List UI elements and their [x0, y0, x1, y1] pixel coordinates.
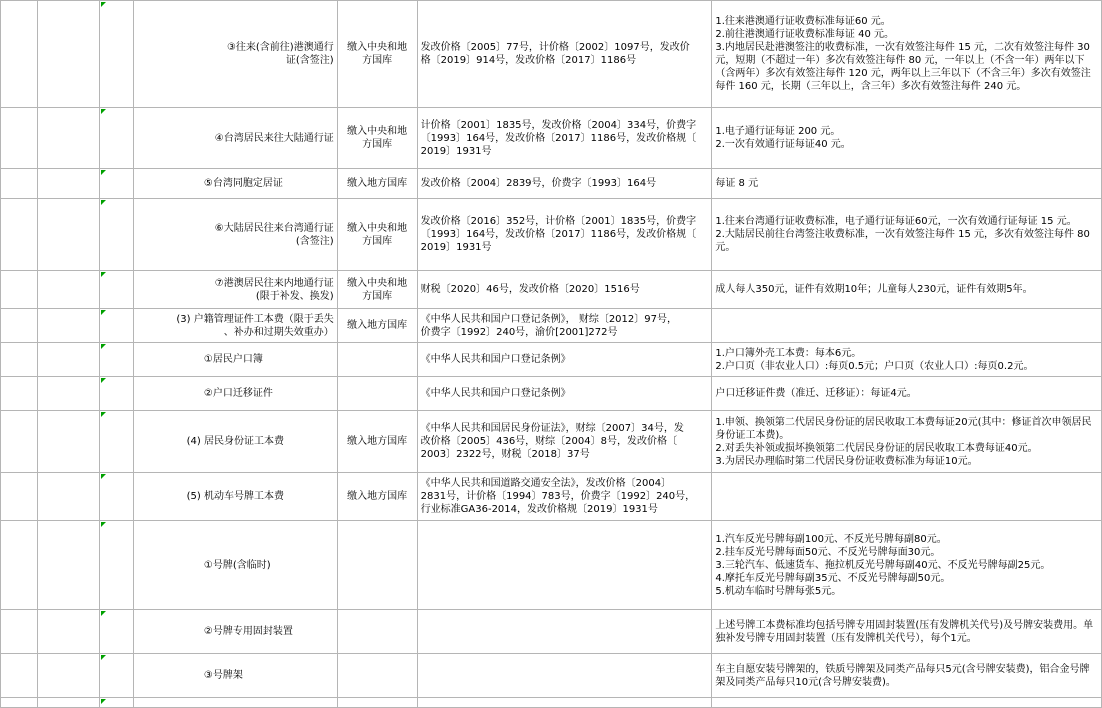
- fee-standard-cell[interactable]: 成人每人350元，证件有效期10年；儿童每人230元，证件有效期5年。: [712, 271, 1102, 309]
- fund-destination-cell[interactable]: 缴入地方国库: [337, 473, 417, 521]
- category-cell[interactable]: [37, 343, 99, 377]
- marker-cell[interactable]: [99, 169, 133, 199]
- marker-cell[interactable]: [99, 1, 133, 108]
- index-cell[interactable]: [1, 271, 38, 309]
- fee-standard-cell[interactable]: 1.申领、换领第二代居民身份证的居民收取工本费每证20元(其中：修证首次申领居民身份证工本费)。 2.对丢失补领或损坏换领第二代居民身份证的居民收取工本费每证40元。 3.为居民办理临时第二代居民身份证收费标准为每证10元。: [712, 411, 1102, 473]
- item-name-cell[interactable]: (4) 居民身份证工本费: [133, 411, 337, 473]
- policy-basis-cell[interactable]: 《中华人民共和国户口登记条例》: [417, 377, 712, 411]
- policy-basis-cell[interactable]: 发改价格〔2005〕77号，计价格〔2002〕1097号，发改价 格〔2019〕914号，发改价格〔2017〕1186号: [417, 1, 712, 108]
- category-cell[interactable]: [37, 610, 99, 654]
- item-name-cell[interactable]: ⑥大陆居民往来台湾通行证 (含签注): [133, 199, 337, 271]
- fee-standard-cell[interactable]: 1.户口簿外壳工本费：每本6元。 2.户口页（非农业人口）:每页0.5元；户口页（农业人口）:每页0.2元。: [712, 343, 1102, 377]
- fee-standard-cell[interactable]: 1.电子通行证每证 200 元。 2.一次有效通行证每证40 元。: [712, 108, 1102, 169]
- fund-destination-cell[interactable]: 缴入地方国库: [337, 309, 417, 343]
- table-row: [1, 411, 1102, 473]
- marker-cell[interactable]: [99, 199, 133, 271]
- index-cell[interactable]: [1, 108, 38, 169]
- index-cell[interactable]: [1, 309, 38, 343]
- marker-cell[interactable]: [99, 473, 133, 521]
- fund-destination-cell[interactable]: 缴入中央和地 方国库: [337, 1, 417, 108]
- policy-basis-cell[interactable]: 财税〔2020〕46号，发改价格〔2020〕1516号: [417, 271, 712, 309]
- table-row: [1, 343, 1102, 377]
- policy-basis-cell[interactable]: [417, 610, 712, 654]
- fund-destination-cell[interactable]: [337, 521, 417, 610]
- policy-basis-cell[interactable]: 计价格〔2001〕1835号，发改价格〔2004〕334号，价费字 〔1993〕164号，发改价格〔2017〕1186号，发改价格规〔 2019〕1931号: [417, 108, 712, 169]
- table-row: [1, 1, 1102, 108]
- item-name-cell[interactable]: ④台湾居民来往大陆通行证: [133, 108, 337, 169]
- table-row: [1, 271, 1102, 309]
- table-row: [1, 169, 1102, 199]
- category-cell[interactable]: [37, 411, 99, 473]
- fee-standard-cell[interactable]: 1.往来台湾通行证收费标准，电子通行证每证60元，一次有效通行证每证 15 元。 2.大陆居民前往台湾签注收费标准，一次有效签注每件 15 元，多次有效签注每件 80 元。: [712, 199, 1102, 271]
- index-cell[interactable]: [1, 654, 38, 698]
- table-row: [1, 377, 1102, 411]
- policy-basis-cell[interactable]: 《中华人民共和国道路交通安全法》，发改价格〔2004〕 2831号，计价格〔1994〕783号，价费字〔1992〕240号， 行业标准GA36-2014，发改价格规〔2019〕1931号: [417, 473, 712, 521]
- fee-standard-cell[interactable]: 上述号牌工本费标准均包括号牌专用固封装置(压有发牌机关代号)及号牌安装费用。单独补发号牌专用固封装置（压有发牌机关代号），每个1元。: [712, 610, 1102, 654]
- policy-basis-cell[interactable]: [417, 521, 712, 610]
- index-cell[interactable]: [1, 411, 38, 473]
- category-cell[interactable]: [37, 309, 99, 343]
- table-row: [1, 654, 1102, 698]
- category-cell[interactable]: [37, 1, 99, 108]
- fee-standard-cell[interactable]: 1.往来港澳通行证收费标准每证60 元。 2.前往港澳通行证收费标准每证 40 元。 3.内地居民赴港澳签注的收费标准，一次有效签注每件 15 元，二次有效签注每件 30 元，短期（不超过一年）多次有效签注每件 80 元，一年以上（不含一年）两年以下（含两年）多次有效签注每件 120 元，两年以上三年以下（不含三年）多次有效签注每件 160 元，长期（三年以上，含三年）多次有效签注每件 240 元。: [712, 1, 1102, 108]
- marker-cell[interactable]: [99, 271, 133, 309]
- marker-cell[interactable]: [99, 108, 133, 169]
- marker-cell[interactable]: [99, 411, 133, 473]
- marker-cell[interactable]: [99, 610, 133, 654]
- category-cell[interactable]: [37, 521, 99, 610]
- category-cell[interactable]: [37, 108, 99, 169]
- item-name-cell[interactable]: ⑤台湾同胞定居证: [133, 169, 337, 199]
- category-cell[interactable]: [37, 473, 99, 521]
- category-cell[interactable]: [37, 271, 99, 309]
- index-cell[interactable]: [1, 377, 38, 411]
- category-cell[interactable]: [37, 654, 99, 698]
- table-row: [1, 473, 1102, 521]
- fund-destination-cell[interactable]: [337, 377, 417, 411]
- index-cell[interactable]: [1, 199, 38, 271]
- fund-destination-cell[interactable]: 缴入地方国库: [337, 411, 417, 473]
- category-cell[interactable]: [37, 199, 99, 271]
- item-name-cell[interactable]: ③号牌架: [133, 654, 337, 698]
- policy-basis-cell[interactable]: [417, 654, 712, 698]
- fund-destination-cell[interactable]: 缴入地方国库: [337, 169, 417, 199]
- marker-cell[interactable]: [99, 654, 133, 698]
- policy-basis-cell[interactable]: 《中华人民共和国户口登记条例》: [417, 343, 712, 377]
- marker-cell[interactable]: [99, 343, 133, 377]
- policy-basis-cell[interactable]: 《中华人民共和国居民身份证法》，财综〔2007〕34号，发 改价格〔2005〕436号，财综〔2004〕8号，发改价格〔 2003〕2322号，财税〔2018〕37号: [417, 411, 712, 473]
- table-row: [1, 199, 1102, 271]
- item-name-cell[interactable]: (3) 户籍管理证件工本费（限于丢失 、补办和过期失效重办）: [133, 309, 337, 343]
- table-row: [1, 521, 1102, 610]
- fund-destination-cell[interactable]: 缴入中央和地 方国库: [337, 108, 417, 169]
- table-row: [1, 108, 1102, 169]
- fund-destination-cell[interactable]: [337, 343, 417, 377]
- fund-destination-cell[interactable]: 缴入中央和地 方国库: [337, 271, 417, 309]
- index-cell[interactable]: [1, 610, 38, 654]
- fee-standard-cell[interactable]: 户口迁移证件费（准迁、迁移证）：每证4元。: [712, 377, 1102, 411]
- fee-standard-cell[interactable]: [712, 309, 1102, 343]
- fee-standard-cell[interactable]: 1.汽车反光号牌每副100元、不反光号牌每副80元。 2.挂车反光号牌每面50元、不反光号牌每面30元。 3.三轮汽车、低速货车、拖拉机反光号牌每副40元、不反光号牌每副25元。 4.摩托车反光号牌每副35元、不反光号牌每副50元。 5.机动车临时号牌每张5元。: [712, 521, 1102, 610]
- category-cell[interactable]: [37, 169, 99, 199]
- marker-cell[interactable]: [99, 309, 133, 343]
- category-cell[interactable]: [37, 377, 99, 411]
- table-row: [1, 610, 1102, 654]
- index-cell[interactable]: [1, 169, 38, 199]
- index-cell[interactable]: [1, 1, 38, 108]
- index-cell[interactable]: [1, 473, 38, 521]
- item-name-cell[interactable]: ①居民户口簿: [133, 343, 337, 377]
- item-name-cell[interactable]: ①号牌(含临时): [133, 521, 337, 610]
- item-name-cell[interactable]: ⑦港澳居民往来内地通行证 (限于补发、换发): [133, 271, 337, 309]
- policy-basis-cell[interactable]: 发改价格〔2016〕352号，计价格〔2001〕1835号，价费字 〔1993〕164号，发改价格〔2017〕1186号，发改价格规〔 2019〕1931号: [417, 199, 712, 271]
- fund-destination-cell[interactable]: 缴入中央和地 方国库: [337, 199, 417, 271]
- fee-standard-cell[interactable]: 车主自愿安装号牌架的，铁质号牌架及同类产品每只5元(含号牌安装费)，铝合金号牌架及同类产品每只10元(含号牌安装费)。: [712, 654, 1102, 698]
- fee-standard-cell[interactable]: 每证 8 元: [712, 169, 1102, 199]
- fund-destination-cell[interactable]: [337, 610, 417, 654]
- marker-cell[interactable]: [99, 377, 133, 411]
- index-cell[interactable]: [1, 521, 38, 610]
- item-name-cell[interactable]: ③往来(含前往)港澳通行 证(含签注): [133, 1, 337, 108]
- item-name-cell[interactable]: (5) 机动车号牌工本费: [133, 473, 337, 521]
- index-cell[interactable]: [1, 343, 38, 377]
- table-row: [1, 309, 1102, 343]
- fund-destination-cell[interactable]: [337, 654, 417, 698]
- policy-basis-cell[interactable]: 《中华人民共和国户口登记条例》， 财综〔2012〕97号， 价费字〔1992〕240号，渝价[2001]272号: [417, 309, 712, 343]
- policy-basis-cell[interactable]: 发改价格〔2004〕2839号，价费字〔1993〕164号: [417, 169, 712, 199]
- marker-cell[interactable]: [99, 521, 133, 610]
- item-name-cell[interactable]: ②户口迁移证件: [133, 377, 337, 411]
- item-name-cell[interactable]: ②号牌专用固封装置: [133, 610, 337, 654]
- fee-standard-cell[interactable]: [712, 473, 1102, 521]
